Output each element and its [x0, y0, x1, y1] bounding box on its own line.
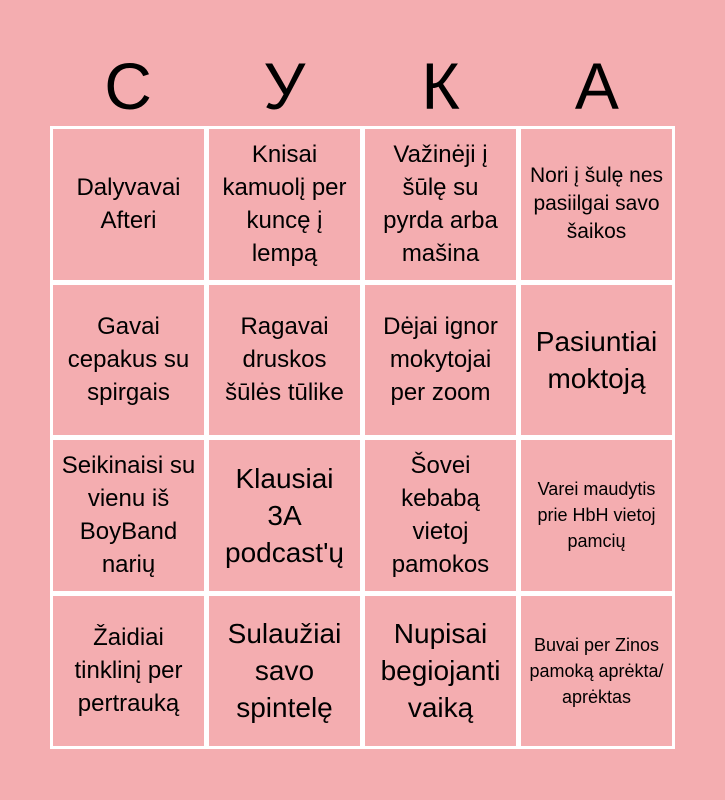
bingo-cell[interactable] [209, 285, 360, 436]
bingo-cell[interactable] [521, 440, 672, 591]
bingo-cell[interactable] [521, 285, 672, 436]
bingo-cell-text: Nupisai begiojanti vaiką [380, 618, 501, 724]
bingo-cell-text: Pasiuntiai moktoją [535, 325, 658, 394]
bingo-cell[interactable] [521, 129, 672, 280]
bingo-cell[interactable] [209, 596, 360, 747]
bingo-cell[interactable] [53, 596, 204, 747]
bingo-board [50, 126, 675, 749]
bingo-header [50, 50, 675, 122]
header-letter-4: А [574, 49, 619, 123]
bingo-cell[interactable] [521, 596, 672, 747]
bingo-cell-text: Klausiai 3A podcast'ų [225, 462, 344, 568]
bingo-cell-text: Ragavai druskos šūlės tūlike [225, 313, 344, 407]
bingo-cell-text: Žaidiai tinklinį per pertrauką [74, 624, 183, 718]
bingo-cell[interactable] [365, 129, 516, 280]
bingo-cell[interactable] [365, 596, 516, 747]
bingo-cell-text: Varei maudytis prie HbH vietoj pamcių [537, 479, 656, 552]
bingo-cell[interactable] [209, 129, 360, 280]
bingo-cell-text: Gavai cepakus su spirgais [67, 313, 190, 407]
bingo-cell[interactable] [365, 440, 516, 591]
bingo-cell[interactable] [53, 440, 204, 591]
bingo-cell[interactable] [209, 440, 360, 591]
bingo-cell-text: Važinėji į šūlę su pyrda arba mašina [383, 141, 498, 268]
bingo-cell[interactable] [365, 285, 516, 436]
header-letter-2: У [263, 49, 306, 123]
bingo-cell[interactable] [53, 285, 204, 436]
header-letter-1: С [104, 49, 152, 123]
bingo-cell-text: Buvai per Zinos pamoką aprėkta/ aprėktas [529, 634, 664, 707]
bingo-cell-text: Dėjai ignor mokytojai per zoom [383, 313, 498, 407]
bingo-cell-text: Sulaužiai savo spintelę [227, 618, 342, 724]
bingo-cell[interactable] [53, 129, 204, 280]
bingo-cell-text: Šovei kebabą vietoj pamokos [391, 452, 490, 579]
bingo-cell-text: Knisai kamuolį per kuncę į lempą [222, 141, 347, 268]
bingo-cell-text: Dalyvavai Afteri [76, 174, 181, 235]
bingo-cell-text: Nori į šulę nes pasiilgai savo šaikos [529, 164, 664, 244]
bingo-cell-text: Seikinaisi su vienu iš BoyBand narių [61, 452, 196, 579]
header-letter-3: К [421, 49, 460, 123]
